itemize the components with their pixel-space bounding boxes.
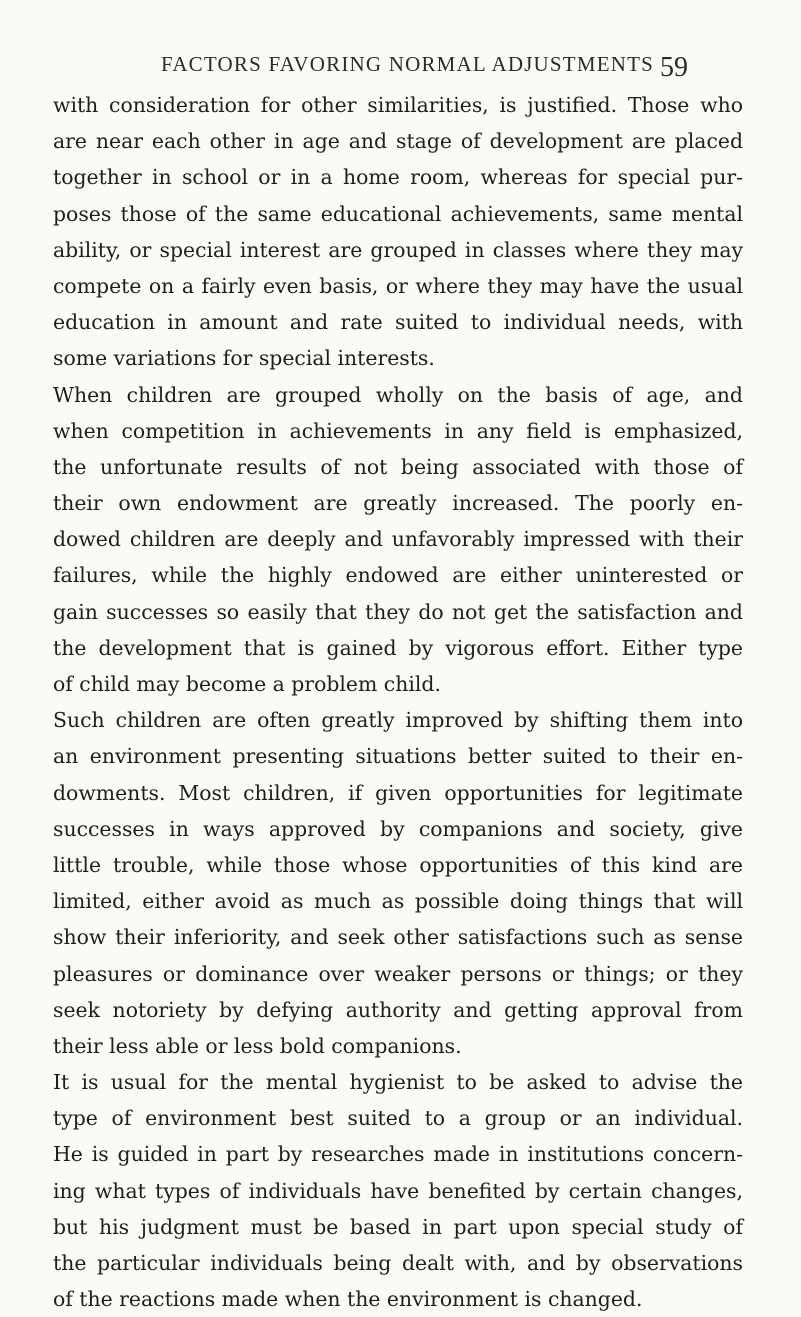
- text-line: dowed children are deeply and unfavorably impressed with their: [53, 527, 743, 552]
- text-line: limited, either avoid as much as possible doing things that will: [53, 889, 743, 914]
- text-line: Such children are often greatly improved by shifting them into: [53, 708, 743, 733]
- text-line: with consideration for other similarities, is justified. Those who: [53, 93, 743, 117]
- paragraph-2: [53, 377, 743, 703]
- running-head: FACTORS FAVORING NORMAL ADJUSTMENTS: [161, 52, 654, 76]
- text-line: education in amount and rate suited to individual needs, with: [53, 310, 743, 335]
- text-line: pleasures or dominance over weaker persons or things; or they: [53, 961, 743, 986]
- text-line: when competition in achievements in any field is emphasized,: [53, 418, 743, 443]
- paragraph-1: [53, 87, 743, 377]
- text-line: seek notoriety by defying authority and getting approval from: [53, 997, 743, 1022]
- text-line: failures, while the highly endowed are either uninterested or: [53, 563, 743, 588]
- text-line: dowments. Most children, if given opportunities for legitimate: [53, 780, 743, 805]
- text-line: It is usual for the mental hygienist to be asked to advise the: [53, 1070, 743, 1095]
- text-line: of child may become a problem child.: [53, 672, 441, 696]
- text-line: their less able or less bold companions.: [53, 1033, 462, 1058]
- text-line: an environment presenting situations better suited to their en-: [53, 744, 743, 769]
- text-line: of the reactions made when the environment is changed.: [53, 1287, 643, 1312]
- body-text: [53, 87, 743, 1317]
- text-line: compete on a fairly even basis, or where they may have the usual: [53, 273, 743, 298]
- text-line: the development that is gained by vigorous effort. Either type: [53, 635, 743, 660]
- text-line: the unfortunate results of not being associated with those of: [53, 454, 743, 479]
- text-line: together in school or in a home room, whereas for special pur-: [53, 165, 743, 190]
- page-number: 59: [660, 52, 688, 83]
- text-line: but his judgment must be based in part upon special study of: [53, 1214, 743, 1239]
- text-line: little trouble, while those whose opportunities of this kind are: [53, 852, 743, 877]
- text-line: are near each other in age and stage of development are placed: [53, 129, 743, 154]
- text-line: ability, or special interest are grouped in classes where they may: [53, 237, 743, 262]
- text-line: successes in ways approved by companions and society, give: [53, 816, 743, 841]
- text-line: He is guided in part by researches made in institutions concern-: [53, 1142, 743, 1167]
- text-line: the particular individuals being dealt with, and by observations: [53, 1251, 743, 1275]
- text-line: some variations for special interests.: [53, 346, 435, 371]
- paragraph-3: [53, 702, 743, 1064]
- text-line: gain successes so easily that they do not get the satisfaction and: [53, 599, 743, 624]
- paragraph-4: [53, 1064, 743, 1317]
- text-line: their own endowment are greatly increased. The poorly en-: [53, 491, 743, 516]
- text-line: poses those of the same educational achievements, same mental: [53, 201, 743, 226]
- text-line: ing what types of individuals have benefited by certain changes,: [53, 1178, 743, 1203]
- text-line: When children are grouped wholly on the basis of age, and: [53, 382, 743, 407]
- text-line: show their inferiority, and seek other satisfactions such as sense: [53, 925, 743, 950]
- text-line: type of environment best suited to a group or an individual.: [53, 1106, 743, 1131]
